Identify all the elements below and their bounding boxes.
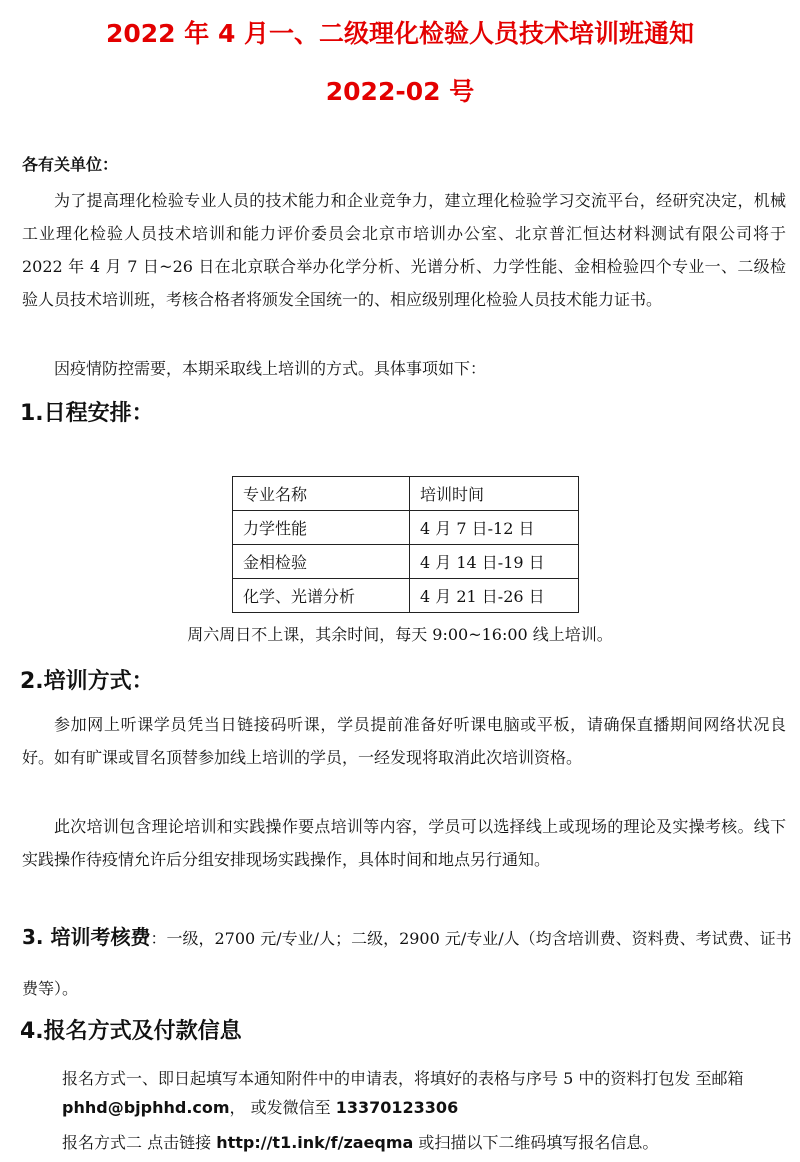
table-header-cell: 培训时间 <box>410 477 579 511</box>
table-row <box>233 511 579 545</box>
schedule-note: 周六周日不上课，其余时间，每天 9:00~16:00 线上培训。 <box>187 625 613 644</box>
table-header-cell: 专业名称 <box>233 477 410 511</box>
table-cell: 金相检验 <box>233 545 410 579</box>
table-cell: 化学、光谱分析 <box>233 579 410 613</box>
document-number: 2022-02 号 <box>325 77 475 106</box>
training-method-paragraph-2: 此次培训包含理论培训和实践操作要点培训等内容，学员可以选择线上或现场的理论及实操考核。线下实践操作待疫情允许后分组安排现场实践操作，具体时间和地点另行通知。 <box>22 817 786 869</box>
table-row <box>233 579 579 613</box>
section-1-heading: 1.日程安排： <box>20 401 154 426</box>
section-3-heading: 3. 培训考核费 <box>22 925 151 949</box>
fee-text: ：一级，2700 元/专业/人；二级，2900 元/专业/人（均含培训费、资料费、考试费、证书费等）。 <box>22 929 792 998</box>
registration-method-1-text: 报名方式一、即日起填写本通知附件中的申请表，将填好的表格与序号 5 中的资料打包发 至邮箱 <box>62 1069 744 1088</box>
salutation: 各有关单位： <box>22 155 119 174</box>
fee-paragraph <box>22 912 798 1014</box>
table-cell: 4 月 7 日-12 日 <box>410 511 579 545</box>
table-header-row <box>233 477 579 511</box>
table-cell: 力学性能 <box>233 511 410 545</box>
wechat-number: 13370123306 <box>335 1098 459 1117</box>
training-method-paragraph-1: 参加网上听课学员凭当日链接码听课，学员提前准备好听课电脑或平板，请确保直播期间网络状况良好。如有旷课或冒名顶替参加线上培训的学员，一经发现将取消此次培训资格。 <box>22 715 786 767</box>
registration-method-2 <box>62 1128 792 1157</box>
notice-title: 2022 年 4 月一、二级理化检验人员技术培训班通知 <box>105 19 695 48</box>
registration-method-1-mid: ， 或发微信至 <box>229 1098 336 1117</box>
section-4-heading: 4.报名方式及付款信息 <box>20 1019 242 1044</box>
schedule-table <box>232 476 579 613</box>
section-2-heading: 2.培训方式： <box>20 669 154 694</box>
registration-method-2-text: 报名方式二 点击链接 <box>62 1133 217 1152</box>
registration-email: phhd@bjphhd.com <box>62 1098 230 1117</box>
registration-method-1 <box>62 1064 792 1122</box>
covid-paragraph: 因疫情防控需要，本期采取线上培训的方式。具体事项如下： <box>54 359 487 378</box>
table-cell: 4 月 21 日-26 日 <box>410 579 579 613</box>
registration-link[interactable]: http://t1.ink/f/zaeqma <box>216 1133 414 1152</box>
table-cell: 4 月 14 日-19 日 <box>410 545 579 579</box>
registration-method-2-tail: 或扫描以下二维码填写报名信息。 <box>413 1133 659 1152</box>
intro-paragraph: 为了提高理化检验专业人员的技术能力和企业竞争力，建立理化检验学习交流平台，经研究决定，机械工业理化检验人员技术培训和能力评价委员会北京市培训办公室、北京普汇恒达材料测试有限公司将于 2022 年 4 月 7 日~26 日在北京联合举办化学分析、光谱分析、力学性能、金相检验四个专业一、二级检验人员技术培训班，考核合格者将颁发全国统一的、相应级别理化检验人员技术能力证书。 <box>22 191 786 309</box>
table-row <box>233 545 579 579</box>
